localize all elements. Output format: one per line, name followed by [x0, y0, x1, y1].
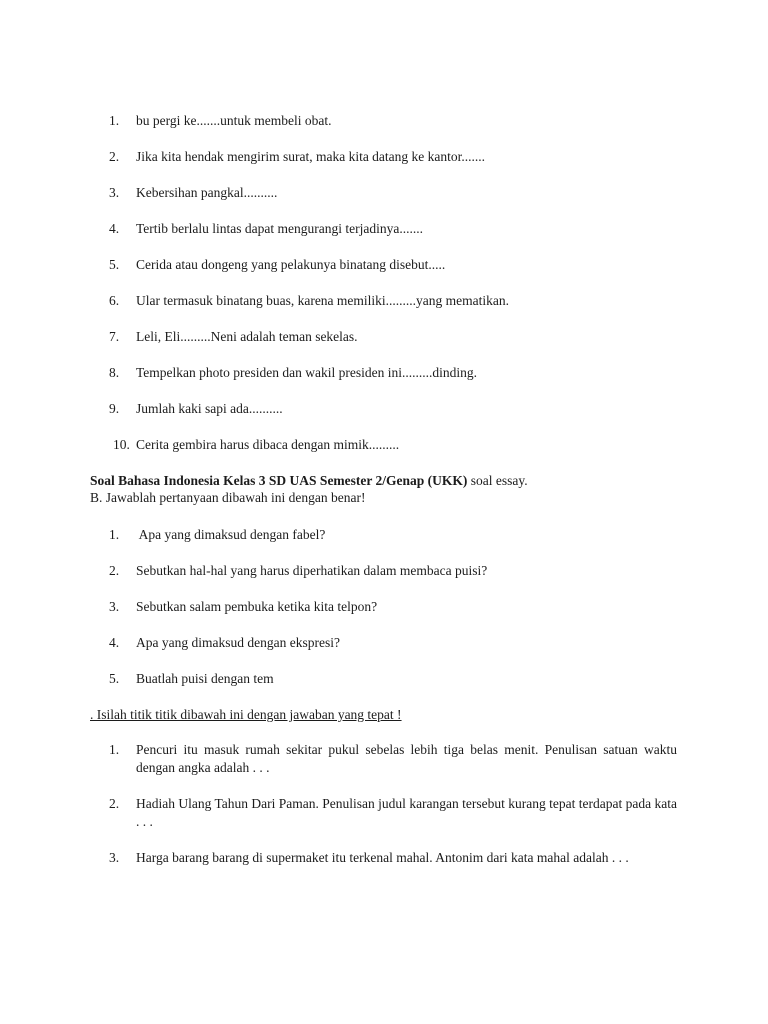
list-item — [109, 400, 677, 418]
item-number: 9. — [109, 401, 120, 416]
item-text: Cerida atau dongeng yang pelakunya binatang disebut..... — [136, 257, 446, 272]
item-number: 2. — [109, 796, 120, 811]
item-text: Tempelkan photo presiden dan wakil presiden ini.........dinding. — [136, 365, 477, 380]
list-item — [109, 598, 677, 616]
item-text: Tertib berlalu lintas dapat mengurangi terjadinya....... — [136, 221, 423, 236]
list-item — [109, 328, 677, 346]
section-heading — [90, 472, 528, 490]
item-number: 5. — [109, 671, 120, 686]
item-number: 8. — [109, 365, 120, 380]
heading-bold: Soal Bahasa Indonesia Kelas 3 SD UAS Semester 2/Genap (UKK) — [90, 473, 468, 488]
list-item — [109, 670, 677, 688]
item-number: 3. — [109, 599, 120, 614]
list-item — [109, 256, 677, 274]
list-item — [109, 526, 677, 544]
item-text: Pencuri itu masuk rumah sekitar pukul sebelas lebih tiga belas menit. Penulisan satuan waktu dengan angka adalah . . . — [136, 742, 677, 775]
item-number: 1. — [109, 742, 120, 757]
list-item — [109, 112, 677, 130]
item-number: 2. — [109, 563, 120, 578]
item-number: 1. — [109, 113, 120, 128]
item-text: Apa yang dimaksud dengan fabel? — [136, 527, 326, 542]
list-item — [109, 292, 677, 310]
item-text: Hadiah Ulang Tahun Dari Paman. Penulisan judul karangan tersebut kurang tepat terdapat pada kata . . . — [136, 796, 677, 829]
list-item — [109, 148, 677, 166]
item-number: 1. — [109, 527, 120, 542]
list-item — [109, 795, 677, 831]
item-text: Harga barang barang di supermaket itu terkenal mahal. Antonim dari kata mahal adalah . . . — [136, 850, 629, 865]
list-item — [109, 634, 677, 652]
list-item — [109, 849, 677, 867]
item-text: Cerita gembira harus dibaca dengan mimik......... — [136, 437, 400, 452]
item-text: bu pergi ke.......untuk membeli obat. — [136, 113, 332, 128]
item-number: 6. — [109, 293, 120, 308]
item-text: Buatlah puisi dengan tem — [136, 671, 274, 686]
item-number: 10. — [113, 437, 130, 452]
list-item — [113, 436, 681, 454]
item-number: 7. — [109, 329, 120, 344]
item-text: Apa yang dimaksud dengan ekspresi? — [136, 635, 340, 650]
item-number: 3. — [109, 185, 120, 200]
section-b-instruction: B. Jawablah pertanyaan dibawah ini dengan benar! — [90, 490, 366, 505]
item-number: 4. — [109, 221, 120, 236]
item-number: 2. — [109, 149, 120, 164]
list-item — [109, 364, 677, 382]
list-item — [109, 220, 677, 238]
item-text: Sebutkan salam pembuka ketika kita telpon? — [136, 599, 378, 614]
item-text: Leli, Eli.........Neni adalah teman sekelas. — [136, 329, 358, 344]
item-number: 4. — [109, 635, 120, 650]
item-text: Jumlah kaki sapi ada.......... — [136, 401, 283, 416]
item-number: 5. — [109, 257, 120, 272]
list-item — [109, 562, 677, 580]
heading-rest: soal essay. — [467, 473, 528, 488]
item-number: 3. — [109, 850, 120, 865]
list-item — [109, 184, 677, 202]
item-text: Sebutkan hal-hal yang harus diperhatikan dalam membaca puisi? — [136, 563, 488, 578]
item-text: Jika kita hendak mengirim surat, maka kita datang ke kantor....... — [136, 149, 486, 164]
item-text: Ular termasuk binatang buas, karena memiliki.........yang mematikan. — [136, 293, 510, 308]
section-c-instruction: . Isilah titik titik dibawah ini dengan jawaban yang tepat ! — [90, 707, 402, 722]
item-text: Kebersihan pangkal.......... — [136, 185, 278, 200]
list-item — [109, 741, 677, 777]
